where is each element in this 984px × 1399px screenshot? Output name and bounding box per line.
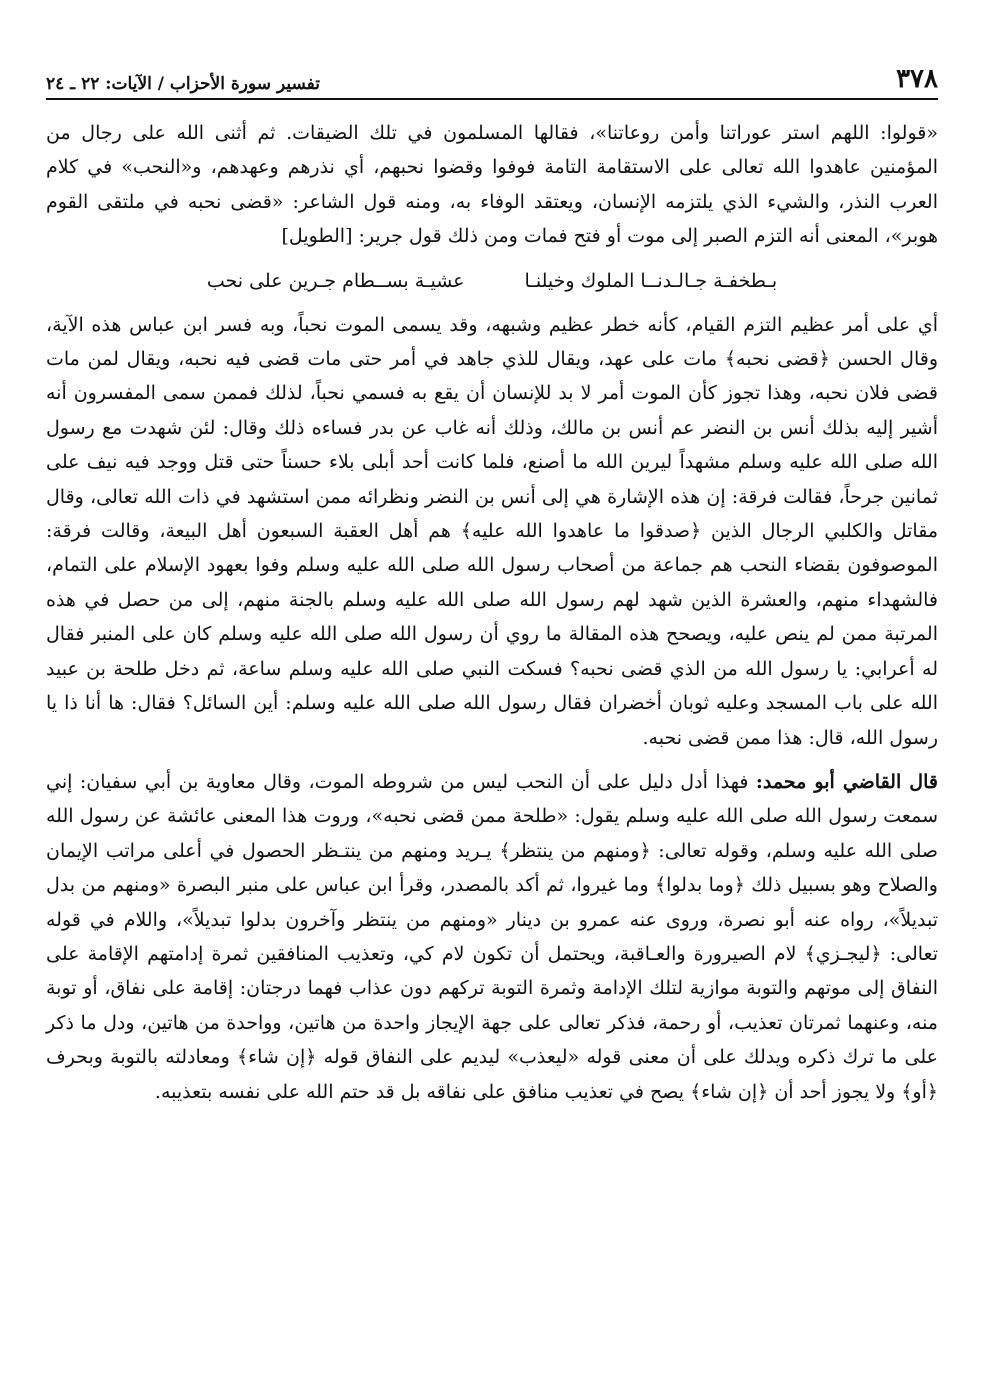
paragraph-3-text: فهذا أدل دليل على أن النحب ليس من شروطه الموت، وقال معاوية بن أبي سفيان: إني سمعت رسول الله صلى الله عليه وسلم يقول: «طلحة ممن قضى نحبه»، وروت هذا المعنى عائشة عن رسول الله صلى الله عليه وسلم، وقوله تعالى: ﴿ومنهم من ينتظر﴾ يـريد ومنهم من ينتـظر الحصول في أعلى مراتب الإيمان والصلاح وهو بسبيل ذلك ﴿وما بدلوا﴾ وما غيروا، ثم أكد بالمصدر، وقرأ ابن عباس على منبر البصرة «ومنهم من بدل تبديلاً»، رواه عنه أبو نصرة، وروى عنه عمرو بن دينار «ومنهم من ينتظر وآخرون بدلوا تبديلاً»، واللام في قوله تعالى: ﴿ليجـزي﴾ لام الصيرورة والعـاقبة، ويحتمل أن تكون لام كي، وتعذيب المنافقين ثمرة إدامتهم الإقامة على النفاق إلى موتهم والتوبة موازية لتلك الإدامة وثمرة التوبة تركهم دون عذاب فهما درجتان: إقامة على نفاق، أو توبة منه، وعنهما ثمرتان تعذيب، أو رحمة، فذكر تعالى على جهة الإيجاز واحدة من هاتين، وواحدة من هاتين، ودل ما ذكر على ما ترك ذكره ويدلك على أن معنى قوله «ليعذب» ليديم على النفاق قوله ﴿إن شاء﴾ ومعادلته بالتوبة وبحرف ﴿أو﴾ ولا يجوز أحد أن ﴿إن شاء﴾ يصح في تعذيب منافق على نفاقه بل قد حتم الله على نفسه بتعذيبه. bbox=[46, 770, 938, 1103]
poetry-verse bbox=[46, 264, 938, 298]
paragraph-1: «قولوا: اللهم استر عوراتنا وأمن روعاتنا»، فقالها المسلمون في تلك الضيقات. ثم أثنى الله على رجال من المؤمنين عاهدوا الله تعالى على الاستقامة التامة فوفوا وقضوا نحبهم، أي نذرهم وعهدهم، و«النحب» في كلام العرب النذر، والشيء الذي يلتزمه الإنسان، ويعتقد الوفاء به، ومنه قول الشاعر: «قضى نحبه في ملتقى القوم هوبر»، المعنى أنه التزم الصبر إلى موت أو فتح فمات ومن ذلك قول جرير: [الطويل] bbox=[46, 122, 938, 248]
page-number: ٣٧٨ bbox=[896, 64, 938, 94]
page-header bbox=[46, 60, 938, 100]
running-title: تفسير سورة الأحزاب / الآيات: ٢٢ ـ ٢٤ bbox=[46, 74, 320, 94]
paragraph-3-lead: قال القاضي أبو محمد: bbox=[755, 770, 938, 793]
paragraph-2: أي على أمر عظيم التزم القيام، كأنه خطر عظيم وشبهه، وقد يسمى الموت نحباً، وبه فسر ابن عباس هذه الآية، وقال الحسن ﴿قضى نحبه﴾ مات على عهد، ويقال للذي جاهد في أمر حتى مات قضى فيه نحبه، ويقال لمن مات قضى فلان نحبه، وهذا تجوز كأن الموت أمر لا بد للإنسان أن يقع به فسمي نحباً، لذلك فممن سمى المفسرون أنه أشير إليه بذلك أنس بن النضر عم أنس بن مالك، وذلك أنه غاب عن بدر فساءه ذلك وقال: لئن شهدت مع رسول الله صلى الله عليه وسلم مشهداً ليرين الله ما أصنع، فلما كانت أحد أبلى بلاء حسناً حتى قتل ووجد فيه نيف على ثمانين جرحاً، فقالت فرقة: إن هذه الإشارة هي إلى أنس بن النضر ونظرائه ممن استشهد في ذات الله تعالى، وقال مقاتل والكلبي الرجال الذين ﴿صدقوا ما عاهدوا الله عليه﴾ هم أهل العقبة السبعون أهل البيعة، وقالت فرقة: الموصوفون بقضاء النحب هم جماعة من أصحاب رسول الله صلى الله عليه وسلم وفوا بعهود الإسلام على التمام، فالشهداء منهم، والعشرة الذين شهد لهم رسول الله صلى الله عليه وسلم بالجنة منهم، إلى من حصل في هذه المرتبة ممن لم ينص عليه، ويصحح هذه المقالة ما روي أن رسول الله صلى الله عليه وسلم كان على المنبر فقال له أعرابي: يا رسول الله من الذي قضى نحبه؟ فسكت النبي صلى الله عليه وسلم ساعة، ثم دخل طلحة بن عبيد الله على باب المسجد وعليه ثوبان أخضران فقال رسول الله صلى الله عليه وسلم: أين السائل؟ فقال: ها أنا ذا يا رسول الله، قال: هذا ممن قضى نحبه. bbox=[46, 313, 939, 749]
verse-hemistich-right: بـطخفـة جـالـدنــا الملوك وخيلنـا bbox=[524, 269, 778, 292]
body-text bbox=[46, 116, 938, 1109]
verse-hemistich-left: عشيـة بســطام جـرين على نحب bbox=[206, 269, 465, 292]
paragraph-3 bbox=[46, 765, 938, 1109]
